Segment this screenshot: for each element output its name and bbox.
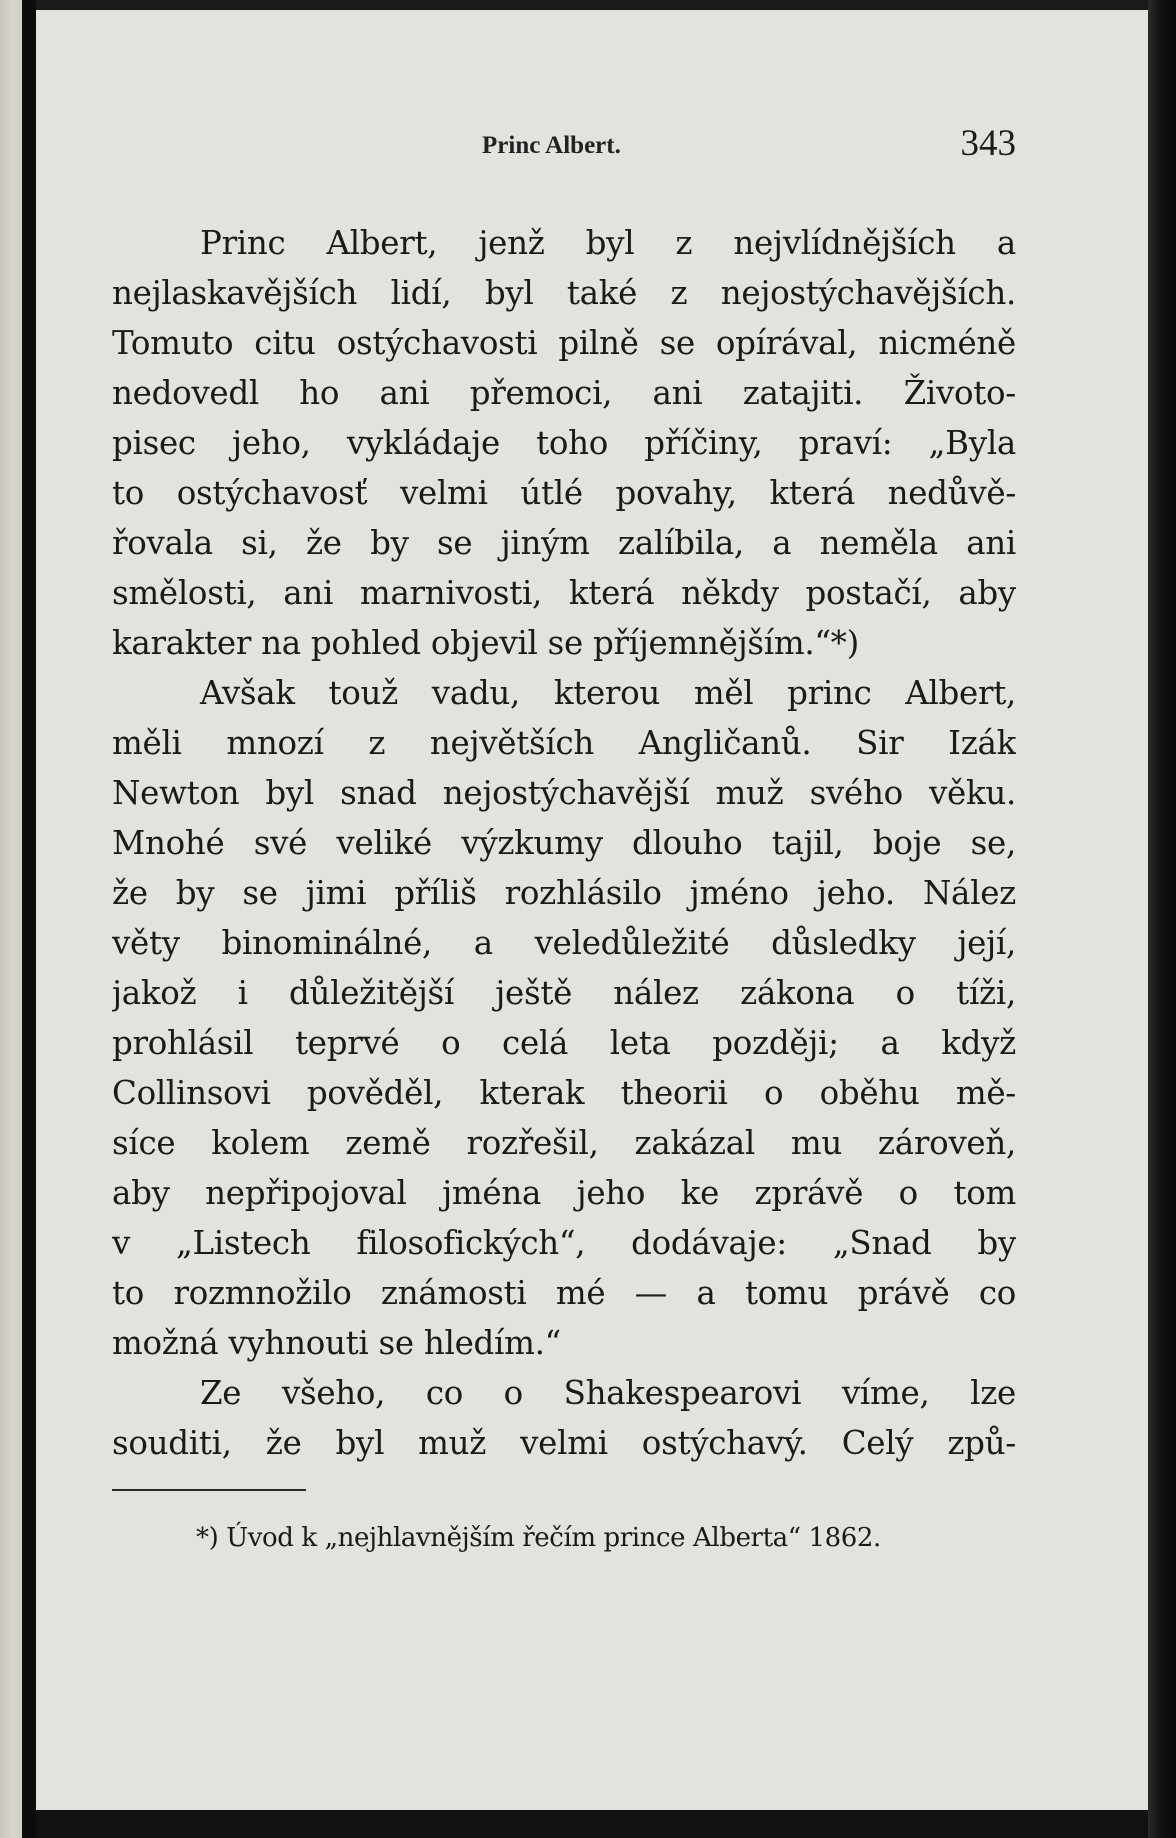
footnote-rule <box>112 1489 306 1491</box>
text-line: Newton byl snad nejostýchavější muž svého věku. <box>112 774 1016 812</box>
text-line: smělosti, ani marnivosti, která někdy postačí, aby <box>112 574 1016 612</box>
text-line: Tomuto citu ostýchavosti pilně se opírával, nicméně <box>112 324 1016 362</box>
text-line: možná vyhnouti se hledím.“ <box>112 1324 561 1362</box>
text-line: Ze všeho, co o Shakespearovi víme, lze <box>200 1374 1016 1412</box>
text-line: to ostýchavosť velmi útlé povahy, která nedůvě- <box>112 474 1016 512</box>
text-line: jakož i důležitější ještě nález zákona o tíži, <box>112 974 1016 1012</box>
running-title: Princ Albert. <box>482 132 621 159</box>
text-line: věty binominálné, a veledůležité důsledky její, <box>112 924 1016 962</box>
text-line: souditi, že byl muž velmi ostýchavý. Celý způ- <box>112 1424 1016 1462</box>
text-line: aby nepřipojoval jména jeho ke zprávě o tom <box>112 1174 1016 1212</box>
running-head <box>112 118 1016 178</box>
text-line: že by se jimi příliš rozhlásilo jméno jeho. Nález <box>112 874 1016 912</box>
text-line: Mnohé své veliké výzkumy dlouho tajil, boje se, <box>112 824 1016 862</box>
text-line: to rozmnožilo známosti mé — a tomu právě co <box>112 1274 1016 1312</box>
binding-edge <box>22 0 36 1838</box>
text-line: prohlásil teprvé o celá leta později; a když <box>112 1024 1016 1062</box>
body-text <box>112 218 1016 1468</box>
text-line: nedovedl ho ani přemoci, ani zatajiti. Životo- <box>112 374 1016 412</box>
text-line: řovala si, že by se jiným zalíbila, a neměla ani <box>112 524 1016 562</box>
page-left-margin <box>0 0 22 1838</box>
scan-right-border <box>1148 0 1176 1838</box>
scan-bottom-border <box>36 1810 1148 1838</box>
text-line: v „Listech filosofických“, dodávaje: „Snad by <box>112 1224 1016 1262</box>
page-number: 343 <box>960 123 1016 164</box>
text-line: pisec jeho, vykládaje toho příčiny, praví: „Byla <box>112 424 1016 462</box>
text-line: Avšak touž vadu, kterou měl princ Albert, <box>200 674 1016 712</box>
text-line: měli mnozí z největších Angličanů. Sir Izák <box>112 724 1016 762</box>
text-line: Collinsovi pověděl, kterak theorii o oběhu mě- <box>112 1074 1016 1112</box>
text-line: karakter na pohled objevil se příjemnějším.“*) <box>112 624 860 662</box>
footnote: *) Úvod k „nejhlavnějším řečím prince Alberta“ 1862. <box>196 1523 881 1553</box>
text-line: síce kolem země rozřešil, zakázal mu zároveň, <box>112 1124 1016 1162</box>
text-line: Princ Albert, jenž byl z nejvlídnějších a <box>200 224 1016 262</box>
scan-top-border <box>36 0 1148 10</box>
text-line: nejlaskavějších lidí, byl také z nejostýchavějších. <box>112 274 1016 312</box>
